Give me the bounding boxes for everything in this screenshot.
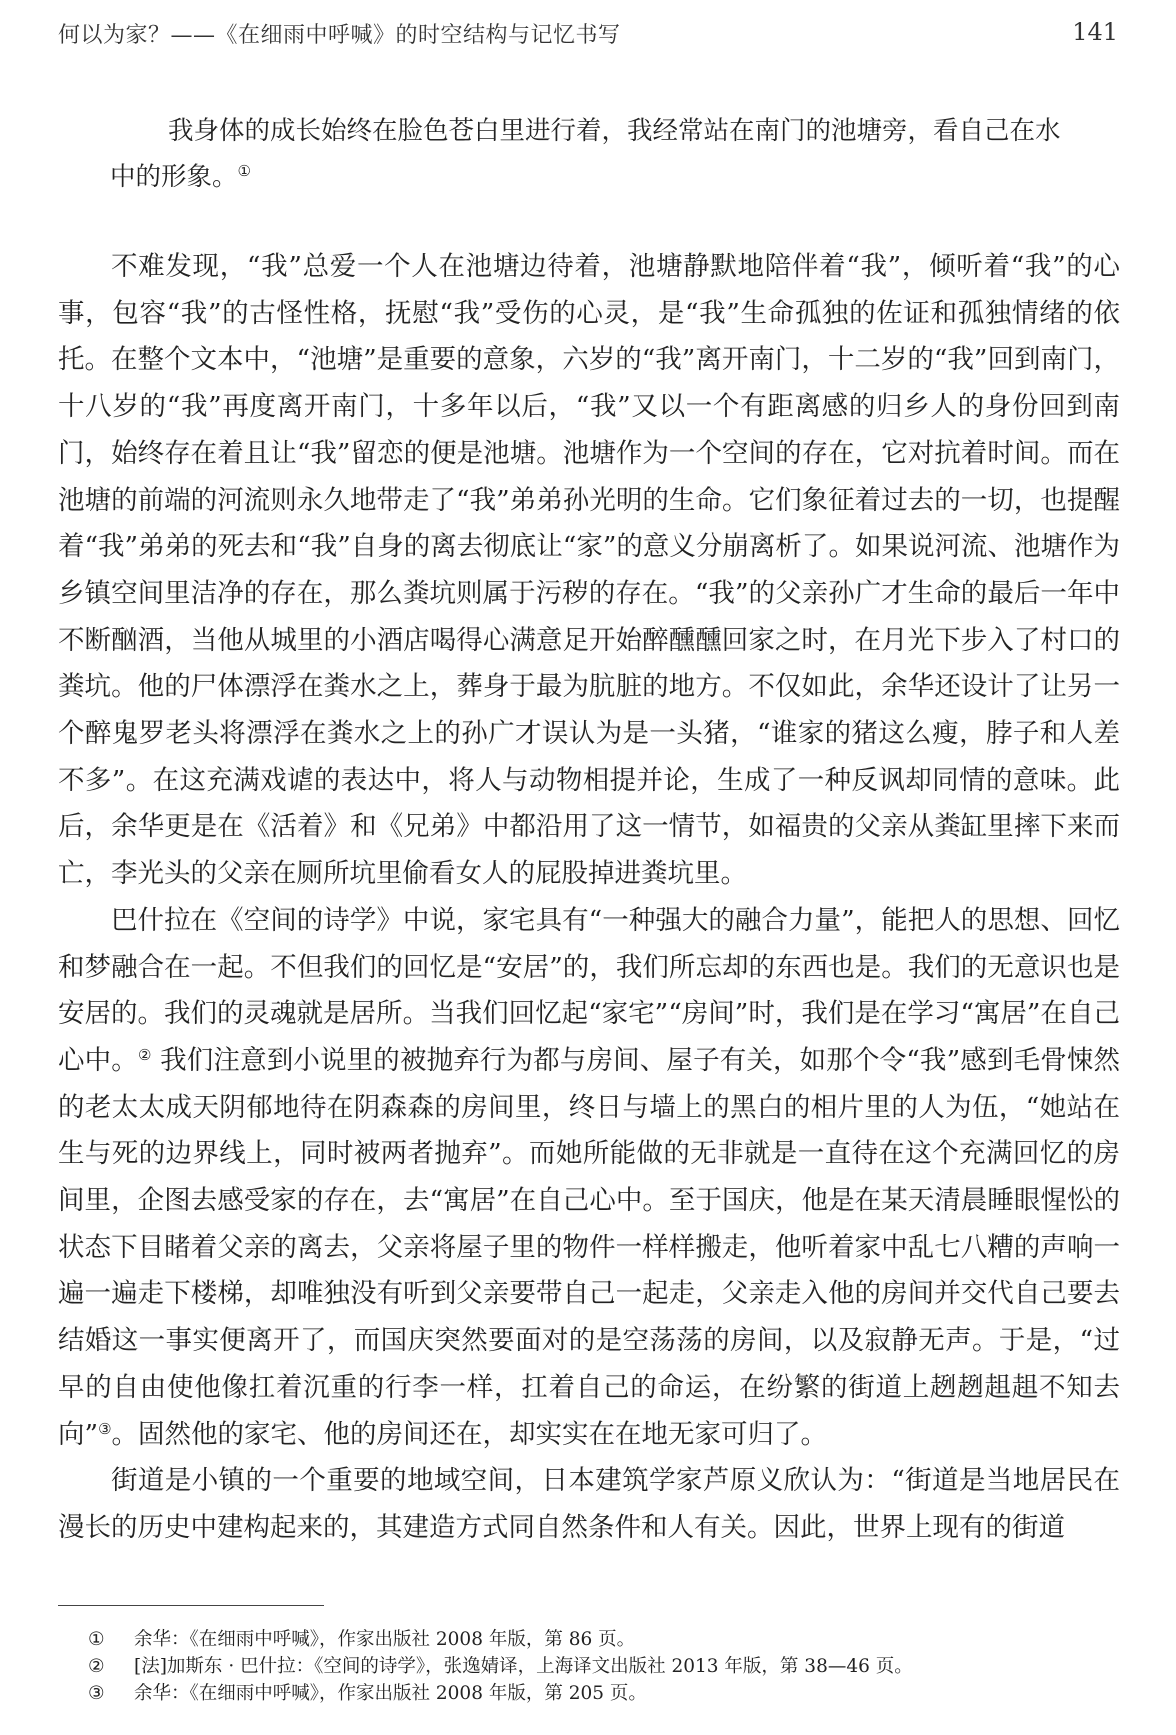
block-quote-line-1: 我身体的成长始终在脸色苍白里进行着，我经常站在南门的池塘旁，看自己在水 <box>168 116 1061 146</box>
footnote-1 <box>88 1626 913 1653</box>
running-header <box>58 14 1118 54</box>
footnote-mark: ① <box>88 1629 105 1650</box>
footnote-text: 余华：《在细雨中呼喊》，作家出版社 2008 年版，第 205 页。 <box>134 1683 647 1704</box>
running-title: 何以为家？——《在细雨中呼喊》的时空结构与记忆书写 <box>58 23 621 48</box>
footnote-text: 余华：《在细雨中呼喊》，作家出版社 2008 年版，第 86 页。 <box>134 1629 636 1650</box>
paragraph-1: 不难发现，“我”总爱一个人在池塘边待着，池塘静默地陪伴着“我”，倾听着“我”的心事，包容“我”的古怪性格，抚慰“我”受伤的心灵，是“我”生命孤独的佐证和孤独情绪的依托。在整个文本中，“池塘”是重要的意象，六岁的“我”离开南门，十二岁的“我”回到南门，十八岁的“我”再度离开南门，十多年以后，“我”又以一个有距离感的归乡人的身份回到南门，始终存在着且让“我”留恋的便是池塘。池塘作为一个空间的存在，它对抗着时间。而在池塘的前端的河流则永久地带走了“我”弟弟孙光明的生命。它们象征着过去的一切，也提醒着“我”弟弟的死去和“我”自身的离去彻底让“家”的意义分崩离析了。如果说河流、池塘作为乡镇空间里洁净的存在，那么粪坑则属于污秽的存在。“我”的父亲孙广才生命的最后一年中不断酗酒，当他从城里的小酒店喝得心满意足开始醉醺醺回家之时，在月光下步入了村口的粪坑。他的尸体漂浮在粪水之上，葬身于最为肮脏的地方。不仅如此，余华还设计了让另一个醉鬼罗老头将漂浮在粪水之上的孙广才误认为是一头猪，“谁家的猪这么瘦，脖子和人差不多”。在这充满戏谑的表达中，将人与动物相提并论，生成了一种反讽却同情的意味。此后，余华更是在《活着》和《兄弟》中都沿用了这一情节，如福贵的父亲从粪缸里摔下来而亡，李光头的父亲在厕所坑里偷看女人的屁股掉进粪坑里。 <box>58 251 1120 890</box>
footnote-ref-3: ③ <box>98 1419 112 1438</box>
paragraph-2-part-a: 巴什拉在《空间的诗学》中说，家宅具有“一种强大的融合力量”，能把人的思想、回忆和梦融合在一起。不但我们的回忆是“安居”的，我们所忘却的东西也是。我们的无意识也是安居的。我们的灵魂就是居所。当我们回忆起“家宅”“房间”时，我们是在学习“寓居”在自己心中。 <box>58 904 1120 1076</box>
footnote-mark: ③ <box>88 1683 105 1704</box>
footnote-3 <box>88 1680 913 1707</box>
block-quote-line-2 <box>58 154 1120 200</box>
footnote-mark: ② <box>88 1656 105 1677</box>
footnotes <box>88 1626 913 1707</box>
paragraph-2-part-b: 我们注意到小说里的被抛弃行为都与房间、屋子有关，如那个令“我”感到毛骨悚然的老太太成天阴郁地待在阴森森的房间里，终日与墙上的黑白的相片里的人为伍，“她站在生与死的边界线上，同时被两者抛弃”。而她所能做的无非就是一直待在这个充满回忆的房间里，企图去感受家的存在，去“寓居”在自己心中。至于国庆，他是在某天清晨睡眼惺忪的状态下目睹着父亲的离去，父亲将屋子里的物件一样样搬走，他听着家中乱七八糟的声响一遍一遍走下楼梯，却唯独没有听到父亲要带自己一起走，父亲走入他的房间并交代自己要去结婚这一事实便离开了，而国庆突然要面对的是空荡荡的房间，以及寂静无声。于是，“过早的自由使他像扛着沉重的行李一样，扛着自己的命运，在纷繁的街道上趔趔趄趄不知去向” <box>58 1044 1121 1450</box>
paragraph-3: 街道是小镇的一个重要的地域空间，日本建筑学家芦原义欣认为：“街道是当地居民在漫长的历史中建构起来的，其建造方式同自然条件和人有关。因此，世界上现有的街道 <box>58 1465 1120 1543</box>
paragraph-2 <box>58 898 1120 1458</box>
footnote-ref-2: ② <box>137 1045 152 1064</box>
block-quote-text: 中的形象。 <box>110 162 238 192</box>
footnote-ref-1: ① <box>237 162 251 180</box>
paragraph-2-part-c: 。固然他的家宅、他的房间还在，却实实在在地无家可归了。 <box>111 1418 828 1450</box>
footnote-divider <box>58 1605 324 1606</box>
body-text <box>58 108 1120 1552</box>
page-number: 141 <box>1072 18 1118 46</box>
footnote-text: [法]加斯东 · 巴什拉：《空间的诗学》，张逸婧译，上海译文出版社 2013 年版，第 38—46 页。 <box>134 1656 913 1677</box>
footnote-2 <box>88 1653 913 1680</box>
